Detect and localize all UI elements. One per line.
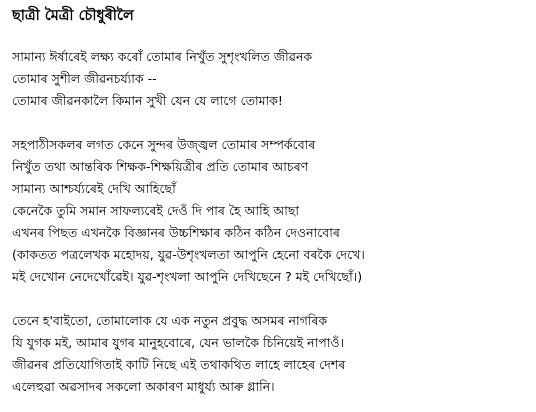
poem-line: তোমাৰ সুশীল জীৱনচৰ্য্যাক -- xyxy=(12,71,157,86)
poem-line: সহপাঠীসকলৰ লগত কেনে সুন্দৰ উজ্জ্বল তোমাৰ সম্পৰ্কবোৰ xyxy=(12,137,316,152)
poem-line: তোমাৰ জীৱনকালৈ কিমান সুখী যেন যে লাগে তোমাক! xyxy=(12,93,283,108)
poem-line: সামান্য আশ্চৰ্য্যৰেই দেখি আহিছোঁ xyxy=(12,181,176,196)
poem-line: তেনে হ'বাইতো, তোমালোক যে এক নতুন প্ৰবুদ্ধ অসমৰ নাগৰিক xyxy=(12,313,328,328)
poem-line: যি যুগক মই, আমাৰ যুগৰ মানুহবোৰে, যেন ভালকৈ চিনিয়েই নাপাওঁ। xyxy=(12,335,345,350)
poem-line: (কাকতত পত্ৰলেখক মহোদয়, যুৱ-উশৃংখলতা আপুনি হেনো বৰকৈ দেখে। xyxy=(12,247,365,262)
poem-line: সামান্য ঈৰ্ষাৰেই লক্ষ্য কৰোঁ তোমাৰ নিখুঁত সুশৃংখলিত জীৱনক xyxy=(12,49,313,64)
poem-line: নিখুঁত তথা আন্তৰিক শিক্ষক-শিক্ষয়িত্ৰীৰ প্ৰতি তোমাৰ আচৰণ xyxy=(12,159,309,174)
stanza-1 xyxy=(12,46,530,112)
poem-line: এখনৰ পিছত এখনকৈ বিজ্ঞানৰ উচ্চশিক্ষাৰ কঠিন কঠিন দেওনাবোৰ xyxy=(12,225,340,240)
poem-line: কেনেকৈ তুমি সমান সাফল্যৰেই দেওঁ দি পাৰ হৈ আহি আছা xyxy=(12,203,300,218)
stanza-break xyxy=(12,112,530,134)
poem-line: মই দেখোন নেদেখোঁৱেই। যুৱ-শৃংখলা আপুনি দেখিছেনে ? মই দেখিছোঁ।) xyxy=(12,269,363,284)
poem-title: ছাত্ৰী মৈত্ৰী চৌধুৰীলৈ xyxy=(12,8,134,24)
poem-line: জীৱনৰ প্ৰতিযোগিতাই কাটি নিছে এই তথাকথিত লাহে লাহেৰ দেশৰ xyxy=(12,357,346,372)
stanza-break xyxy=(12,288,530,310)
stanza-3 xyxy=(12,310,530,398)
stanza-2 xyxy=(12,134,530,288)
poem-line: এলেহুৱা অৱসাদৰ সকলো অকাৰণ মাধুৰ্য্য আৰু গ্লানি। xyxy=(12,379,275,394)
